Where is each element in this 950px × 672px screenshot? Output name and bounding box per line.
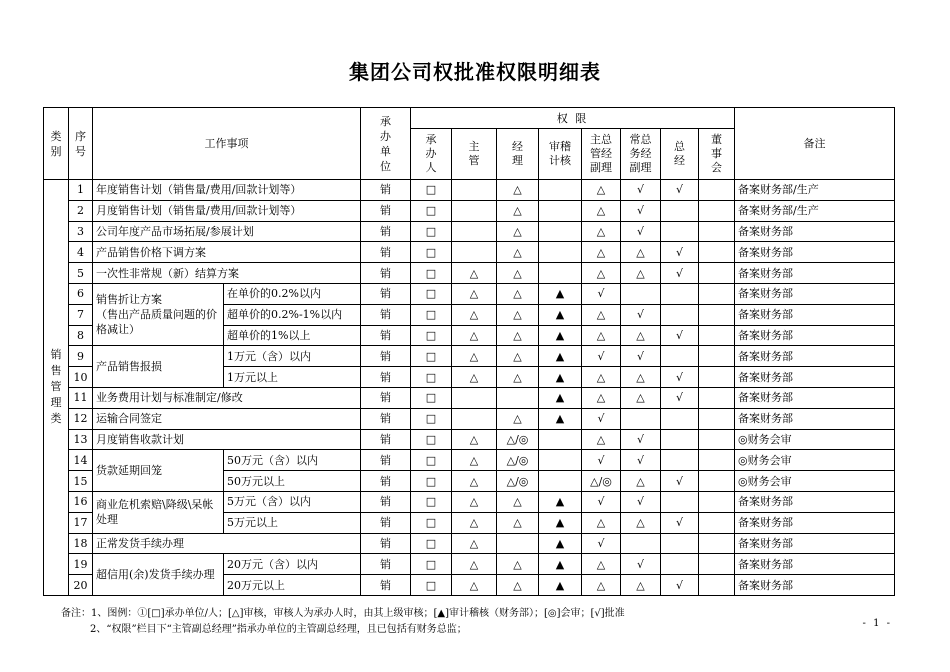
mark-gm	[661, 346, 699, 367]
unit-cell: 销	[361, 471, 411, 492]
footnote-2: 2、“权限”栏目下“主管副总经理”指承办单位的主管副总经理，且已包括有财务总监；	[90, 624, 467, 635]
mark-audit: ▲	[539, 367, 582, 388]
row-number: 18	[69, 533, 93, 554]
header-auth-vp-exec: 常总 务经 副理	[621, 129, 661, 180]
remark-cell: 备案财务部	[735, 554, 895, 575]
mark-handler: □	[411, 533, 452, 554]
mark-vp-exec: √	[621, 554, 661, 575]
row-number: 6	[69, 283, 93, 304]
row-number: 4	[69, 242, 93, 263]
mark-handler: □	[411, 200, 452, 221]
item-cell: 产品销售价格下调方案	[93, 242, 361, 263]
mark-handler: □	[411, 367, 452, 388]
mark-handler: □	[411, 346, 452, 367]
mark-vp-exec	[621, 533, 661, 554]
unit-cell: 销	[361, 429, 411, 450]
mark-vp-exec: √	[621, 491, 661, 512]
remark-cell: 备案财务部	[735, 512, 895, 533]
mark-board	[699, 221, 735, 242]
mark-supervisor: △	[452, 533, 497, 554]
table-row	[44, 491, 895, 512]
table-row	[44, 283, 895, 304]
mark-gm	[661, 429, 699, 450]
mark-gm: √	[661, 367, 699, 388]
mark-gm	[661, 450, 699, 471]
mark-vp-exec: △	[621, 575, 661, 596]
mark-manager: △	[497, 263, 539, 284]
mark-board	[699, 554, 735, 575]
mark-vp-main: △/◎	[582, 471, 621, 492]
mark-handler: □	[411, 554, 452, 575]
mark-manager: △	[497, 221, 539, 242]
remark-cell: 备案财务部/生产	[735, 180, 895, 201]
item-condition-cell: 在单价的0.2%以内	[224, 283, 361, 304]
header-auth-board: 董 事 会	[699, 129, 735, 180]
mark-vp-exec: √	[621, 221, 661, 242]
mark-audit: ▲	[539, 387, 582, 408]
mark-manager: △/◎	[497, 429, 539, 450]
mark-manager	[497, 387, 539, 408]
table-row	[44, 450, 895, 471]
mark-board	[699, 200, 735, 221]
mark-supervisor	[452, 242, 497, 263]
mark-vp-exec: △	[621, 242, 661, 263]
remark-cell: 备案财务部	[735, 304, 895, 325]
unit-cell: 销	[361, 408, 411, 429]
mark-vp-main: √	[582, 283, 621, 304]
mark-manager: △	[497, 180, 539, 201]
mark-board	[699, 242, 735, 263]
mark-audit: ▲	[539, 512, 582, 533]
header-auth-handler: 承 办 人	[411, 129, 452, 180]
mark-audit: ▲	[539, 554, 582, 575]
mark-supervisor: △	[452, 283, 497, 304]
table-row	[44, 346, 895, 367]
mark-audit: ▲	[539, 283, 582, 304]
unit-cell: 销	[361, 491, 411, 512]
mark-supervisor: △	[452, 263, 497, 284]
table-row	[44, 429, 895, 450]
header-remark: 备注	[735, 108, 895, 180]
mark-supervisor: △	[452, 325, 497, 346]
row-number: 3	[69, 221, 93, 242]
mark-manager: △	[497, 554, 539, 575]
item-condition-cell: 50万元以上	[224, 471, 361, 492]
table-row	[44, 554, 895, 575]
remark-cell: 备案财务部	[735, 575, 895, 596]
mark-handler: □	[411, 408, 452, 429]
table-row	[44, 408, 895, 429]
remark-cell: ◎财务会审	[735, 471, 895, 492]
item-group-cell: 货款延期回笼	[93, 450, 224, 492]
mark-manager: △	[497, 575, 539, 596]
item-condition-cell: 50万元（含）以内	[224, 450, 361, 471]
row-number: 10	[69, 367, 93, 388]
mark-handler: □	[411, 575, 452, 596]
row-number: 2	[69, 200, 93, 221]
mark-board	[699, 575, 735, 596]
mark-vp-exec: √	[621, 304, 661, 325]
mark-audit	[539, 450, 582, 471]
item-group-cell: 产品销售报损	[93, 346, 224, 388]
mark-supervisor: △	[452, 471, 497, 492]
mark-audit	[539, 221, 582, 242]
header-auth-gm: 总 经	[661, 129, 699, 180]
mark-board	[699, 304, 735, 325]
item-cell: 月度销售收款计划	[93, 429, 361, 450]
mark-audit	[539, 200, 582, 221]
footnote-1: 备注：1、图例：①[□]承办单位/人；[△]审核，审核人为承办人时，由其上级审核；[▲]审计稽核（财务部）；[◎]会审；[√]批准	[61, 608, 625, 619]
mark-handler: □	[411, 263, 452, 284]
item-condition-cell: 超单价的1%以上	[224, 325, 361, 346]
mark-board	[699, 346, 735, 367]
remark-cell: 备案财务部	[735, 263, 895, 284]
mark-board	[699, 450, 735, 471]
table-row	[44, 221, 895, 242]
table-row	[44, 387, 895, 408]
item-condition-cell: 5万元（含）以内	[224, 491, 361, 512]
mark-manager: △	[497, 242, 539, 263]
row-number: 17	[69, 512, 93, 533]
mark-handler: □	[411, 512, 452, 533]
mark-manager: △	[497, 408, 539, 429]
mark-audit: ▲	[539, 408, 582, 429]
header-unit: 承 办 单 位	[361, 108, 411, 180]
mark-vp-main: △	[582, 180, 621, 201]
mark-board	[699, 180, 735, 201]
mark-gm: √	[661, 263, 699, 284]
item-condition-cell: 超单价的0.2%-1%以内	[224, 304, 361, 325]
mark-audit	[539, 242, 582, 263]
mark-supervisor	[452, 387, 497, 408]
remark-cell: 备案财务部	[735, 346, 895, 367]
category-cell: 销 售 管 理 类	[44, 180, 69, 596]
table-row	[44, 533, 895, 554]
mark-gm: √	[661, 387, 699, 408]
authority-table	[43, 107, 895, 596]
row-number: 16	[69, 491, 93, 512]
item-group-cell: 超信用(余)发货手续办理	[93, 554, 224, 596]
mark-audit	[539, 263, 582, 284]
mark-manager: △	[497, 346, 539, 367]
unit-cell: 销	[361, 221, 411, 242]
mark-vp-exec	[621, 283, 661, 304]
remark-cell: 备案财务部/生产	[735, 200, 895, 221]
remark-cell: ◎财务会审	[735, 450, 895, 471]
mark-gm	[661, 200, 699, 221]
item-condition-cell: 1万元以上	[224, 367, 361, 388]
mark-handler: □	[411, 304, 452, 325]
mark-supervisor	[452, 221, 497, 242]
row-number: 9	[69, 346, 93, 367]
mark-gm: √	[661, 512, 699, 533]
table-row	[44, 242, 895, 263]
item-group-cell: 销售折让方案 （售出产品质量问题的价格减让）	[93, 283, 224, 345]
mark-board	[699, 367, 735, 388]
row-number: 8	[69, 325, 93, 346]
mark-vp-exec: △	[621, 367, 661, 388]
mark-vp-main: △	[582, 242, 621, 263]
mark-vp-main: △	[582, 575, 621, 596]
mark-vp-exec: √	[621, 200, 661, 221]
mark-gm	[661, 221, 699, 242]
page-number: - 1 -	[862, 618, 892, 629]
unit-cell: 销	[361, 304, 411, 325]
item-condition-cell: 20万元以上	[224, 575, 361, 596]
mark-vp-main: △	[582, 325, 621, 346]
header-item: 工作事项	[93, 108, 361, 180]
unit-cell: 销	[361, 512, 411, 533]
remark-cell: 备案财务部	[735, 367, 895, 388]
mark-manager: △	[497, 367, 539, 388]
mark-handler: □	[411, 221, 452, 242]
unit-cell: 销	[361, 325, 411, 346]
remark-cell: 备案财务部	[735, 221, 895, 242]
mark-handler: □	[411, 387, 452, 408]
remark-cell: 备案财务部	[735, 283, 895, 304]
mark-audit: ▲	[539, 533, 582, 554]
remark-cell: 备案财务部	[735, 408, 895, 429]
mark-supervisor: △	[452, 554, 497, 575]
unit-cell: 销	[361, 242, 411, 263]
mark-vp-main: √	[582, 491, 621, 512]
table-row	[44, 200, 895, 221]
mark-vp-main: △	[582, 304, 621, 325]
mark-audit	[539, 471, 582, 492]
mark-supervisor: △	[452, 367, 497, 388]
mark-board	[699, 408, 735, 429]
row-number: 20	[69, 575, 93, 596]
mark-handler: □	[411, 471, 452, 492]
mark-vp-main: √	[582, 408, 621, 429]
mark-manager: △	[497, 283, 539, 304]
unit-cell: 销	[361, 575, 411, 596]
item-group-cell: 商业危机索赔\降级\呆帐处理	[93, 491, 224, 533]
item-cell: 公司年度产品市场拓展/参展计划	[93, 221, 361, 242]
mark-vp-main: △	[582, 200, 621, 221]
row-number: 19	[69, 554, 93, 575]
remark-cell: 备案财务部	[735, 242, 895, 263]
mark-board	[699, 533, 735, 554]
mark-gm: √	[661, 471, 699, 492]
unit-cell: 销	[361, 554, 411, 575]
mark-manager: △/◎	[497, 471, 539, 492]
unit-cell: 销	[361, 450, 411, 471]
mark-handler: □	[411, 450, 452, 471]
remark-cell: ◎财务会审	[735, 429, 895, 450]
mark-vp-main: △	[582, 221, 621, 242]
row-number: 14	[69, 450, 93, 471]
mark-manager	[497, 533, 539, 554]
row-number: 7	[69, 304, 93, 325]
mark-board	[699, 512, 735, 533]
mark-gm: √	[661, 180, 699, 201]
mark-vp-main: √	[582, 450, 621, 471]
mark-vp-exec: √	[621, 450, 661, 471]
mark-board	[699, 263, 735, 284]
mark-board	[699, 387, 735, 408]
header-category: 类 别	[44, 108, 69, 180]
mark-audit: ▲	[539, 491, 582, 512]
mark-board	[699, 491, 735, 512]
item-cell: 月度销售计划（销售量/费用/回款计划等）	[93, 200, 361, 221]
mark-vp-exec: △	[621, 263, 661, 284]
mark-board	[699, 429, 735, 450]
mark-gm	[661, 304, 699, 325]
mark-vp-exec: △	[621, 325, 661, 346]
mark-audit: ▲	[539, 325, 582, 346]
header-auth-manager: 经 理	[497, 129, 539, 180]
item-condition-cell: 1万元（含）以内	[224, 346, 361, 367]
mark-board	[699, 325, 735, 346]
page-title: 集团公司权批准权限明细表	[349, 60, 601, 84]
item-cell: 年度销售计划（销售量/费用/回款计划等）	[93, 180, 361, 201]
table-row	[44, 263, 895, 284]
row-number: 12	[69, 408, 93, 429]
mark-manager: △	[497, 512, 539, 533]
remark-cell: 备案财务部	[735, 533, 895, 554]
mark-vp-main: △	[582, 554, 621, 575]
header-seq: 序 号	[69, 108, 93, 180]
header-auth-supervisor: 主 管	[452, 129, 497, 180]
mark-vp-main: △	[582, 429, 621, 450]
mark-gm	[661, 283, 699, 304]
mark-handler: □	[411, 283, 452, 304]
mark-supervisor	[452, 180, 497, 201]
mark-vp-exec: √	[621, 346, 661, 367]
mark-supervisor: △	[452, 491, 497, 512]
mark-gm: √	[661, 242, 699, 263]
mark-gm	[661, 533, 699, 554]
mark-vp-main: △	[582, 387, 621, 408]
mark-vp-exec: △	[621, 471, 661, 492]
item-cell: 正常发货手续办理	[93, 533, 361, 554]
row-number: 1	[69, 180, 93, 201]
unit-cell: 销	[361, 533, 411, 554]
unit-cell: 销	[361, 200, 411, 221]
mark-gm	[661, 408, 699, 429]
unit-cell: 销	[361, 367, 411, 388]
mark-vp-main: △	[582, 263, 621, 284]
header-auth-vp-main: 主总 管经 副理	[582, 129, 621, 180]
mark-manager: △/◎	[497, 450, 539, 471]
mark-vp-main: △	[582, 367, 621, 388]
mark-supervisor	[452, 200, 497, 221]
unit-cell: 销	[361, 346, 411, 367]
mark-gm	[661, 491, 699, 512]
unit-cell: 销	[361, 263, 411, 284]
mark-supervisor: △	[452, 346, 497, 367]
mark-supervisor	[452, 408, 497, 429]
mark-gm	[661, 554, 699, 575]
mark-gm: √	[661, 575, 699, 596]
mark-supervisor: △	[452, 304, 497, 325]
mark-manager: △	[497, 491, 539, 512]
item-condition-cell: 5万元以上	[224, 512, 361, 533]
mark-vp-exec: △	[621, 512, 661, 533]
unit-cell: 销	[361, 283, 411, 304]
remark-cell: 备案财务部	[735, 325, 895, 346]
mark-supervisor: △	[452, 575, 497, 596]
mark-handler: □	[411, 491, 452, 512]
table-row	[44, 180, 895, 201]
item-condition-cell: 20万元（含）以内	[224, 554, 361, 575]
mark-audit	[539, 429, 582, 450]
mark-handler: □	[411, 242, 452, 263]
mark-supervisor: △	[452, 450, 497, 471]
row-number: 5	[69, 263, 93, 284]
mark-supervisor: △	[452, 512, 497, 533]
row-number: 13	[69, 429, 93, 450]
unit-cell: 销	[361, 180, 411, 201]
mark-manager: △	[497, 304, 539, 325]
mark-vp-main: √	[582, 346, 621, 367]
row-number: 11	[69, 387, 93, 408]
remark-cell: 备案财务部	[735, 387, 895, 408]
mark-audit: ▲	[539, 304, 582, 325]
unit-cell: 销	[361, 387, 411, 408]
mark-audit	[539, 180, 582, 201]
mark-board	[699, 283, 735, 304]
mark-vp-exec: △	[621, 387, 661, 408]
mark-gm: √	[661, 325, 699, 346]
mark-audit: ▲	[539, 575, 582, 596]
mark-vp-main: √	[582, 533, 621, 554]
mark-manager: △	[497, 325, 539, 346]
mark-vp-exec: √	[621, 180, 661, 201]
item-cell: 运输合同签定	[93, 408, 361, 429]
item-cell: 业务费用计划与标准制定/修改	[93, 387, 361, 408]
item-cell: 一次性非常规（新）结算方案	[93, 263, 361, 284]
mark-supervisor: △	[452, 429, 497, 450]
header-auth-audit: 审稽 计核	[539, 129, 582, 180]
mark-vp-exec: √	[621, 429, 661, 450]
mark-vp-main: △	[582, 512, 621, 533]
mark-audit: ▲	[539, 346, 582, 367]
mark-handler: □	[411, 180, 452, 201]
header-authority: 权 限	[411, 108, 735, 129]
mark-handler: □	[411, 429, 452, 450]
mark-board	[699, 471, 735, 492]
remark-cell: 备案财务部	[735, 491, 895, 512]
mark-manager: △	[497, 200, 539, 221]
mark-vp-exec	[621, 408, 661, 429]
row-number: 15	[69, 471, 93, 492]
mark-handler: □	[411, 325, 452, 346]
